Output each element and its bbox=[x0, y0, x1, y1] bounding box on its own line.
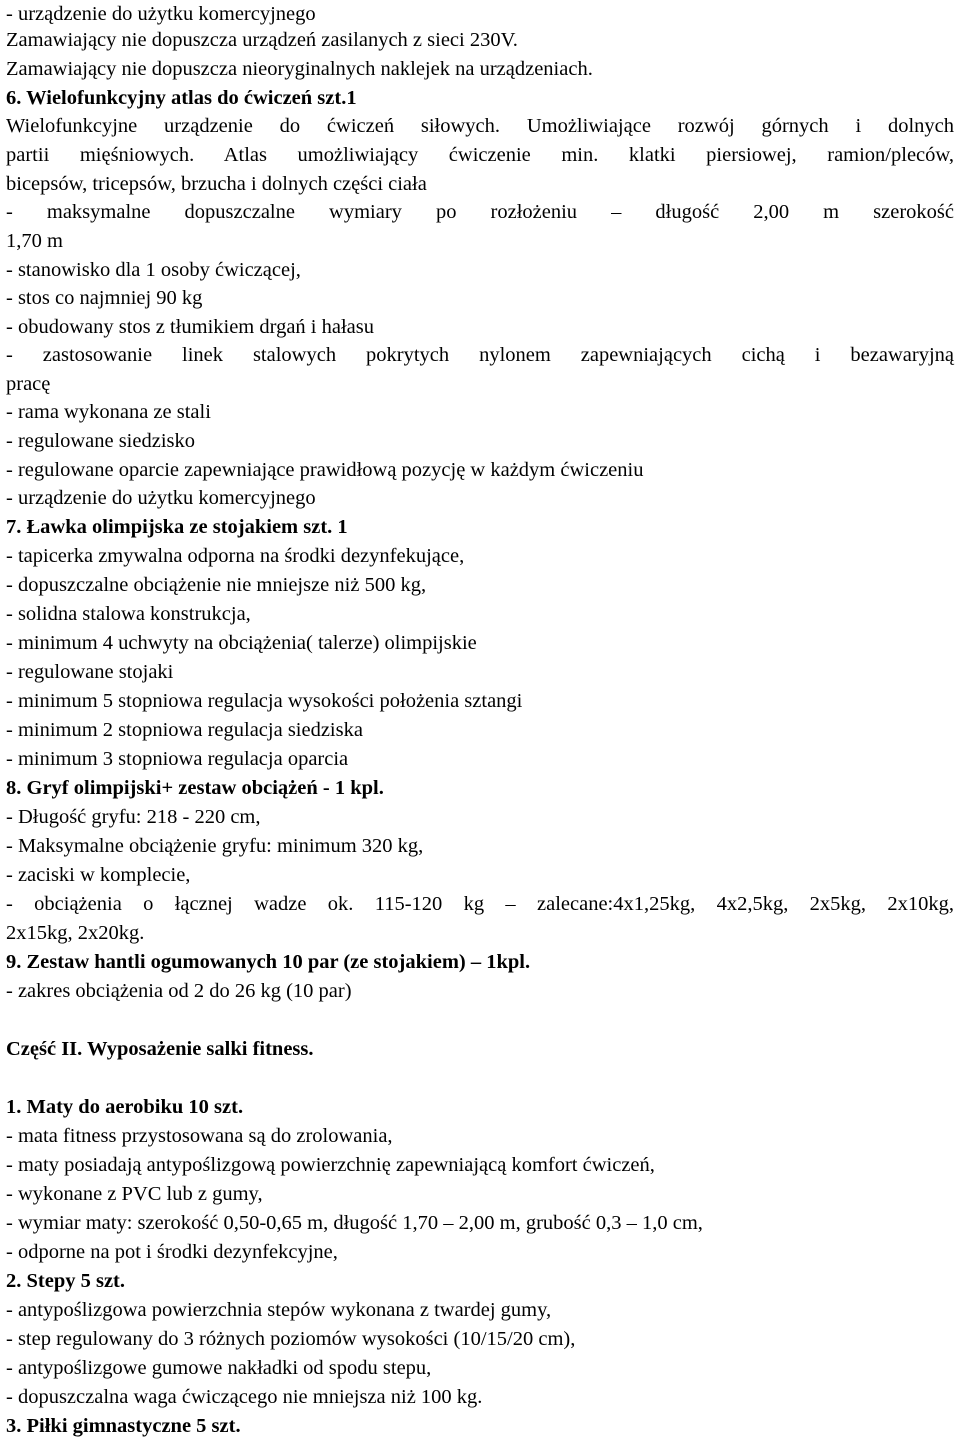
text-line: - minimum 3 stopniowa regulacja oparcia bbox=[6, 748, 349, 770]
text-line: - regulowane siedzisko bbox=[6, 430, 195, 452]
text-line: - wykonane z PVC lub z gumy, bbox=[6, 1183, 263, 1205]
text-line: - obudowany stos z tłumikiem drgań i hałasu bbox=[6, 316, 374, 338]
section-heading: 9. Zestaw hantli ogumowanych 10 par (ze stojakiem) – 1kpl. bbox=[6, 951, 531, 973]
text-line: - Długość gryfu: 218 - 220 cm, bbox=[6, 806, 261, 828]
text-line: - mata fitness przystosowana są do zrolowania, bbox=[6, 1125, 393, 1147]
section-heading: 2. Stepy 5 szt. bbox=[6, 1270, 126, 1292]
text-line: - minimum 5 stopniowa regulacja wysokości położenia sztangi bbox=[6, 690, 523, 712]
text-line: - maksymalne dopuszczalne wymiary po rozłożeniu – długość 2,00 m szerokość bbox=[6, 201, 954, 223]
text-line: - odporne na pot i środki dezynfekcyjne, bbox=[6, 1241, 338, 1263]
text-line: bicepsów, tricepsów, brzucha i dolnych części ciała bbox=[6, 173, 427, 195]
text-line: - maty posiadają antypoślizgową powierzchnię zapewniającą komfort ćwiczeń, bbox=[6, 1154, 655, 1176]
text-line: - antypoślizgowe gumowe nakładki od spodu stepu, bbox=[6, 1357, 432, 1379]
text-line: - wymiar maty: szerokość 0,50-0,65 m, długość 1,70 – 2,00 m, grubość 0,3 – 1,0 cm, bbox=[6, 1212, 703, 1234]
section-heading: Część II. Wyposażenie salki fitness. bbox=[6, 1038, 314, 1060]
text-line: pracę bbox=[6, 373, 51, 395]
section-heading: 1. Maty do aerobiku 10 szt. bbox=[6, 1096, 244, 1118]
text-line: - zakres obciążenia od 2 do 26 kg (10 par) bbox=[6, 980, 352, 1002]
text-line: - antypoślizgowa powierzchnia stepów wykonana z twardej gumy, bbox=[6, 1299, 552, 1321]
text-line: Zamawiający nie dopuszcza urządzeń zasilanych z sieci 230V. bbox=[6, 29, 518, 51]
section-heading: 6. Wielofunkcyjny atlas do ćwiczeń szt.1 bbox=[6, 87, 357, 109]
text-line: - minimum 2 stopniowa regulacja siedziska bbox=[6, 719, 363, 741]
text-line: - stos co najmniej 90 kg bbox=[6, 287, 203, 309]
text-line: - minimum 4 uchwyty na obciążenia( talerze) olimpijskie bbox=[6, 632, 477, 654]
text-line: Wielofunkcyjne urządzenie do ćwiczeń siłowych. Umożliwiające rozwój górnych i dolnych bbox=[6, 115, 954, 137]
text-line: - dopuszczalna waga ćwiczącego nie mniejsza niż 100 kg. bbox=[6, 1386, 483, 1408]
text-line: - dopuszczalne obciążenie nie mniejsze niż 500 kg, bbox=[6, 574, 427, 596]
section-heading: 8. Gryf olimpijski+ zestaw obciążeń - 1 kpl. bbox=[6, 777, 384, 799]
text-line: - urządzenie do użytku komercyjnego bbox=[6, 487, 316, 509]
text-line: - zastosowanie linek stalowych pokrytych nylonem zapewniających cichą i bezawaryjną bbox=[6, 344, 954, 366]
text-line: 1,70 m bbox=[6, 230, 63, 252]
text-line: Zamawiający nie dopuszcza nieoryginalnych naklejek na urządzeniach. bbox=[6, 58, 593, 80]
text-line: partii mięśniowych. Atlas umożliwiający ćwiczenie min. klatki piersiowej, ramion/pleców, bbox=[6, 144, 954, 166]
text-line: - urządzenie do użytku komercyjnego bbox=[6, 3, 316, 25]
text-line: - regulowane oparcie zapewniające prawidłową pozycję w każdym ćwiczeniu bbox=[6, 459, 644, 481]
text-line: - regulowane stojaki bbox=[6, 661, 174, 683]
text-line: - zaciski w komplecie, bbox=[6, 864, 191, 886]
text-line: - stanowisko dla 1 osoby ćwiczącej, bbox=[6, 259, 301, 281]
section-heading: 3. Piłki gimnastyczne 5 szt. bbox=[6, 1415, 241, 1437]
text-line: - obciążenia o łącznej wadze ok. 115-120 kg – zalecane:4x1,25kg, 4x2,5kg, 2x5kg, 2x10kg, bbox=[6, 893, 954, 915]
text-line: - solidna stalowa konstrukcja, bbox=[6, 603, 251, 625]
text-line: - step regulowany do 3 różnych poziomów wysokości (10/15/20 cm), bbox=[6, 1328, 576, 1350]
text-line: 2x15kg, 2x20kg. bbox=[6, 922, 145, 944]
text-line: - tapicerka zmywalna odporna na środki dezynfekujące, bbox=[6, 545, 465, 567]
text-line: - rama wykonana ze stali bbox=[6, 401, 211, 423]
text-line: - Maksymalne obciążenie gryfu: minimum 320 kg, bbox=[6, 835, 424, 857]
section-heading: 7. Ławka olimpijska ze stojakiem szt. 1 bbox=[6, 516, 348, 538]
